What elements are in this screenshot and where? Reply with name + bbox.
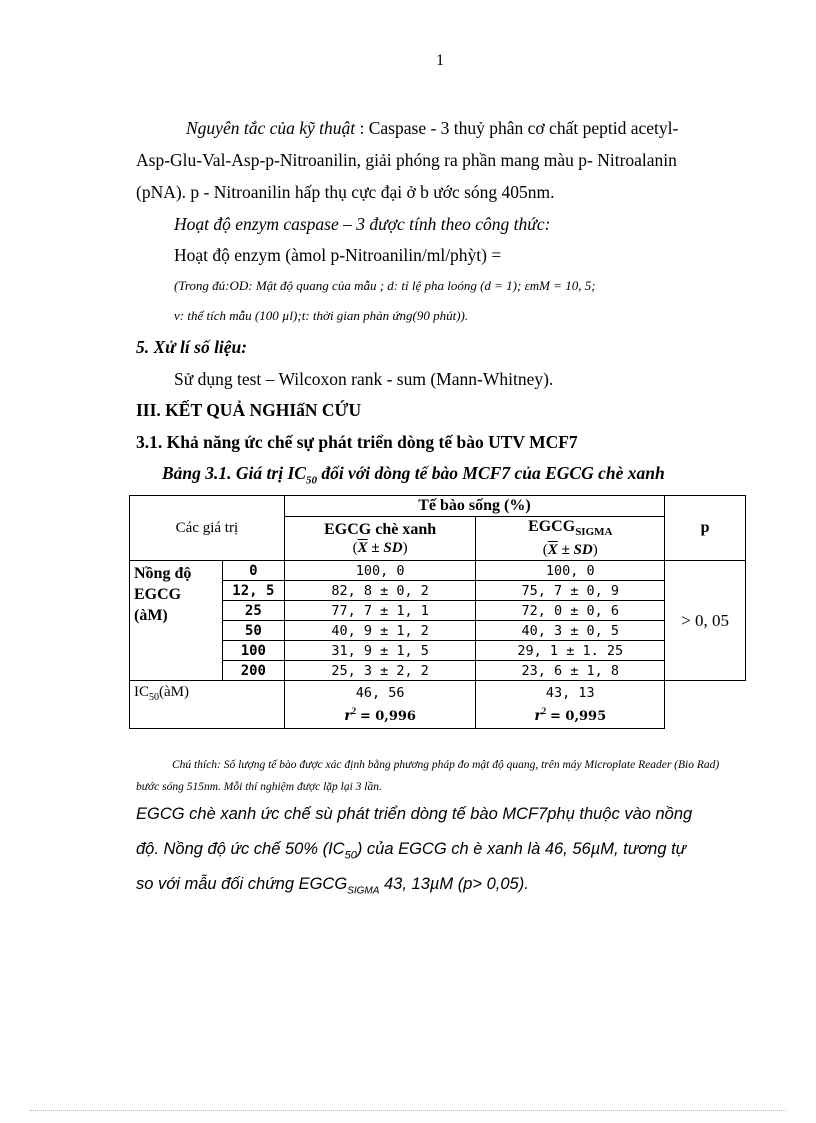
principle-line-1: [186, 118, 678, 139]
r2-symbol: r: [534, 707, 542, 724]
sigma-value: 23, 6 ± 1, 8: [476, 661, 665, 681]
green-value: 31, 9 ± 1, 5: [284, 641, 476, 661]
table-caption: [162, 463, 665, 487]
conc-cell: 200: [222, 661, 284, 681]
table-row-ic50: [130, 681, 746, 729]
table-row: [130, 621, 746, 641]
principle-line-2: Asp-Glu-Val-Asp-p-Nitroanilin, giải phóng ra phần mang màu p- Nitroalanin: [136, 150, 677, 170]
principle-label: Nguyên tắc của kỹ thuật: [186, 118, 356, 138]
header-cells-alive: Tế bào sống (%): [284, 496, 664, 517]
r2-green-value: = 0,996: [359, 708, 416, 724]
section5-title: 5. Xử lí số liệu:: [136, 337, 248, 357]
green-value: 100, 0: [284, 561, 476, 581]
r2-sup: 2: [541, 705, 547, 716]
ic50-label-text: IC: [134, 684, 149, 700]
r2-sup: 2: [351, 705, 357, 716]
header-green-tea-label: EGCG chè xanh: [324, 520, 437, 538]
ic50-green: [284, 681, 476, 729]
green-value: 77, 7 ± 1, 1: [284, 601, 476, 621]
ic50-sigma-value: 43, 13: [545, 684, 595, 701]
formula-note-1: [174, 278, 596, 294]
table-row: [130, 561, 746, 581]
header-sigma-stat: $(\overline{X} \pm SD)$: [542, 542, 598, 559]
sigma-value: 100, 0: [476, 561, 665, 581]
green-value: 25, 3 ± 2, 2: [284, 661, 476, 681]
header-sigma-label: [476, 518, 664, 541]
ic50-sigma: [476, 681, 665, 729]
section3-subtitle: 3.1. Khả năng ức chế sự phát triển dòng tế bào UTV MCF7: [136, 432, 578, 452]
ic50-label-unit: (àM): [159, 684, 189, 700]
r2-green: [285, 702, 476, 726]
green-value: 40, 9 ± 1, 2: [284, 621, 476, 641]
conc-cell: 12, 5: [222, 581, 284, 601]
sigma-value: 29, 1 ± 1. 25: [476, 641, 665, 661]
conclusion-line-2: [136, 840, 686, 861]
page-bottom-divider: [30, 1110, 786, 1111]
conclusion-line3-post: 43, 13µM (p> 0,05).: [379, 875, 529, 893]
ic50-label-sub: 50: [149, 692, 159, 703]
ic50-green-value: 46, 56: [355, 684, 405, 701]
row-group-label: Nồng độ EGCG (àM): [130, 561, 223, 681]
conc-cell: 0: [222, 561, 284, 581]
principle-line1-rest: : Caspase - 3 thuỷ phân cơ chất peptid acetyl-: [355, 118, 679, 138]
table-row: [130, 581, 746, 601]
table-note: Chú thích: Số lượng tế bào được xác định bằng phương pháp đo mật độ quang, trên máy Microplate Reader (Bio Rad) bước sóng 515nm. Mỗi thí nghiệm được lặp lại 3 lần.: [136, 759, 720, 793]
conclusion-line2-post: ) của EGCG ch è xanh là 46, 56µM, tương tự: [356, 840, 687, 858]
sigma-value: 75, 7 ± 0, 9: [476, 581, 665, 601]
page-number: 1: [436, 52, 444, 69]
mean-symbol: $\overline{X}$: [547, 542, 558, 559]
ic50-table: [129, 495, 746, 729]
table-row: [130, 641, 746, 661]
green-value: 82, 8 ± 0, 2: [284, 581, 476, 601]
header-green-tea-stat: $(\overline{X} \pm SD)$: [352, 539, 408, 556]
ic50-label: [130, 681, 285, 729]
conclusion-line2-pre: độ. Nồng độ ức chế 50% (IC: [136, 840, 345, 858]
formula-note-2: v: thể tích mẫu (100 µl);t: thời gian phản ứng(90 phút)).: [174, 308, 469, 323]
principle-line-3: (pNA). p - Nitroanilin hấp thụ cực đại ở b ước sóng 405nm.: [136, 182, 555, 202]
header-sigma: [476, 517, 665, 561]
header-values: Các giá trị: [130, 496, 285, 561]
section3-title: III. KẾT QUẢ NGHIấN CỨU: [136, 400, 362, 420]
sd-symbol: ± SD: [371, 539, 403, 556]
conc-cell: 50: [222, 621, 284, 641]
mean-symbol: $\overline{X}$: [357, 539, 368, 556]
p-value: > 0, 05: [665, 561, 746, 681]
r2-symbol: r: [344, 707, 352, 724]
table-caption-sub: 50: [305, 474, 317, 487]
table-row: [130, 601, 746, 621]
conclusion-line2-sub: 50: [344, 849, 357, 862]
conclusion-line3-sub: SIGMA: [347, 885, 380, 897]
conc-cell: 100: [222, 641, 284, 661]
table-caption-post: đối với dòng tế bào MCF7 của EGCG chè xanh: [316, 463, 665, 483]
sigma-value: 72, 0 ± 0, 6: [476, 601, 665, 621]
header-sigma-text: EGCG: [528, 517, 576, 535]
header-sigma-sub: SIGMA: [575, 526, 613, 539]
sigma-value: 40, 3 ± 0, 5: [476, 621, 665, 641]
table-caption-pre: Bảng 3.1. Giá trị IC: [162, 463, 306, 483]
r2-sigma-value: = 0,995: [550, 708, 607, 724]
formula-note-1-text: (Trong đú:OD: Mật độ quang của mẫu ; d: tỉ lệ pha loóng (d = 1);: [174, 278, 522, 293]
r2-sigma: [476, 702, 664, 726]
conclusion-line-1: EGCG chè xanh ức chế sù phát triển dòng tế bào MCF7phụ thuộc vào nồng: [136, 805, 693, 823]
section5-body: Sử dụng test – Wilcoxon rank - sum (Mann-Whitney).: [174, 369, 554, 389]
header-green-tea: [284, 517, 476, 561]
formula-expression: Hoạt độ enzym (àmol p-Nitroanilin/ml/phỳt) =: [174, 245, 502, 265]
table-row: [130, 661, 746, 681]
sd-symbol: ± SD: [561, 542, 593, 559]
conclusion-line-3: [136, 875, 529, 896]
formula-note-1-eps: εmM = 10, 5;: [524, 278, 596, 293]
conclusion-line3-pre: so với mẫu đối chứng EGCG: [136, 875, 348, 893]
header-p: p: [665, 496, 746, 561]
conc-cell: 25: [222, 601, 284, 621]
formula-intro: Hoạt độ enzym caspase – 3 được tính theo công thức:: [174, 214, 551, 234]
